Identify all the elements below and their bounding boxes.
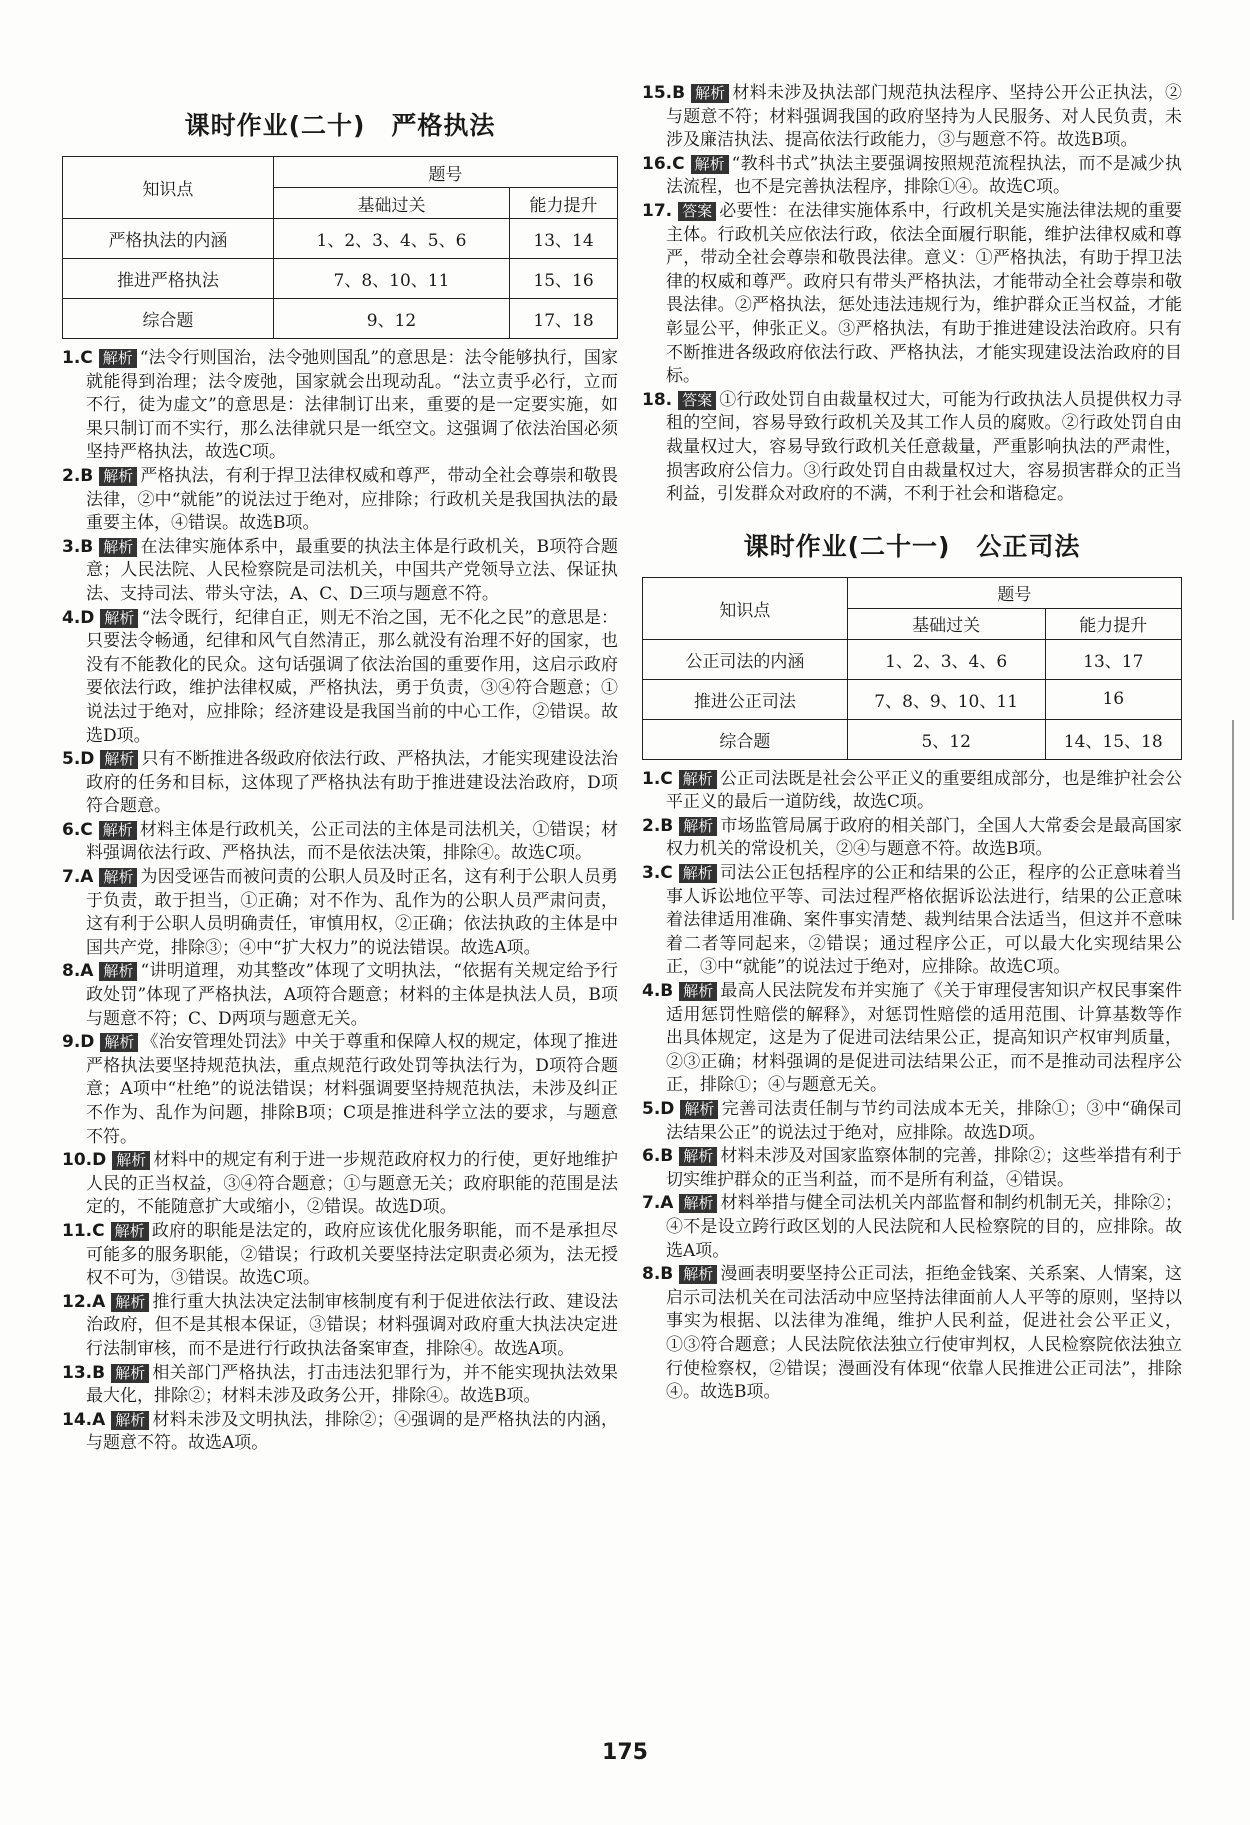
answer-item <box>642 768 1182 815</box>
item-text: 政府的职能是法定的，政府应该优化服务职能，而不是承担尽可能多的服务职能，②错误；行政机关要坚持法定职责必须为，法无授权不可为，③错误。故选C项。 <box>86 1220 618 1289</box>
item-text: “教科书式”执法主要强调按照规范流程执法，而不是减少执法流程，也不是完善执法程序，排除①④。故选C项。 <box>666 153 1182 198</box>
analysis-tag: 解析 <box>111 1364 149 1383</box>
table-cell: 1、2、3、4、5、6 <box>273 219 509 259</box>
table-row <box>643 719 1182 759</box>
item-text: 完善司法责任制与节约司法成本无关，排除①；③中“确保司法结果公正”的说法过于绝对，应排除。故选D项。 <box>666 1099 1182 1143</box>
analysis-tag: 解析 <box>691 155 729 174</box>
analysis-tag: 解析 <box>100 1033 138 1052</box>
item-number: 3. <box>62 536 81 557</box>
item-text: 漫画表明要坚持公正司法，拒绝金钱案、关系案、人情案，这启示司法机关在司法活动中应坚持法律面前人人平等的原则，坚持以事实为根据、以法律为准绳，维护人民利益，促进社会公平正义，①③符合题意；人民法院依法独立行使审判权，人民检察院依法独立行使检察权，②错误；漫画没有体现“依靠人民推进公正司法”，排除④。故选B项。 <box>666 1264 1182 1403</box>
table-header-basic: 基础过关 <box>847 608 1045 639</box>
table-row <box>643 639 1182 679</box>
analysis-tag: 解析 <box>99 538 137 557</box>
item-number: 10. <box>62 1150 93 1171</box>
table-header-kp: 知识点 <box>63 157 274 219</box>
item-text: 在法律实施体系中，最重要的执法主体是行政机关，B项符合题意；人民法院、人民检察院是司法机关，中国共产党领导立法、保证执法、支持司法、带头守法，A、C、D三项与题意不符。 <box>86 536 618 604</box>
item-number: 18. <box>642 389 673 410</box>
item-number: 14. <box>62 1409 93 1430</box>
answer-item <box>62 748 618 819</box>
item-answer: A <box>660 1193 674 1214</box>
item-answer: D <box>80 749 95 770</box>
table-row <box>63 299 618 339</box>
answer-item <box>62 1362 618 1409</box>
answer-item <box>62 1220 618 1291</box>
item-answer: D <box>80 607 95 628</box>
answer-item <box>62 1149 618 1220</box>
item-number: 1. <box>642 768 661 789</box>
answer-item <box>62 960 618 1031</box>
table-cell: 5、12 <box>847 719 1045 759</box>
item-number: 2. <box>642 815 661 836</box>
item-number: 6. <box>642 1146 661 1167</box>
analysis-tag: 解析 <box>100 609 138 628</box>
analysis-tag: 解析 <box>111 1222 149 1241</box>
page-number: 175 <box>602 1740 648 1765</box>
table-header-tihao: 题号 <box>273 157 617 188</box>
analysis-tag: 解析 <box>679 817 717 836</box>
item-text: 材料举措与健全司法机关内部监督和制约机制无关，排除②；④不是设立跨行政区划的人民法院和人民检察院的目的，应排除。故选A项。 <box>666 1193 1182 1261</box>
item-text: ①行政处罚自由裁量权过大，可能为行政执法人员提供权力寻租的空间，容易导致行政机关及其工作人员的腐败。②行政处罚自由裁量权过大，容易导致行政机关任意裁量，严重影响执法的严肃性，损害政府公信力。③行政处罚自由裁量权过大，容易损害群众的正当利益，引发群众对政府的不满，不利于社会和谐稳定。 <box>666 389 1182 505</box>
answer-list <box>642 82 1182 507</box>
table-header-adv: 能力提升 <box>1045 608 1181 639</box>
item-text: 材料未涉及对国家监察体制的完善，排除②；这些举措有利于切实维护群众的正当利益，而不是所有利益，④错误。 <box>666 1146 1182 1190</box>
item-text: 为因受诬告而被问责的公职人员及时正名，这有利于公职人员勇于负责，敢于担当，①正确；对不作为、乱作为的公职人员严肃问责，这有利于公职人员明确责任，审慎用权，②正确；依法执政的主体是中国共产党，排除③；④中“扩大权力”的说法错误。故选A项。 <box>86 867 618 958</box>
item-number: 4. <box>642 981 661 1002</box>
item-answer: A <box>80 867 94 888</box>
item-text: 推行重大执法决定法制审核制度有利于促进依法行政、建设法治政府，但不是其根本保证，③错误；材料强调对政府重大执法决定进行法制审核，而不是进行行政执法备案审查，排除④。故选A项。 <box>86 1291 618 1359</box>
analysis-tag: 解析 <box>679 1194 717 1213</box>
analysis-tag: 解析 <box>99 821 137 840</box>
answer-item <box>62 1291 618 1362</box>
item-number: 11. <box>62 1220 93 1241</box>
item-answer: C <box>80 819 93 840</box>
item-text: 材料未涉及文明执法，排除②；④强调的是严格执法的内涵，与题意不符。故选A项。 <box>86 1409 618 1454</box>
item-answer: B <box>660 815 674 836</box>
item-number: 7. <box>62 867 81 888</box>
answer-item <box>62 347 618 465</box>
analysis-tag: 解析 <box>111 1411 149 1430</box>
answer-item <box>642 389 1182 507</box>
analysis-tag: 解析 <box>99 349 137 368</box>
analysis-tag: 答案 <box>678 202 716 221</box>
item-answer: D <box>92 1150 107 1171</box>
item-answer: C <box>672 153 685 174</box>
item-text: 《治安管理处罚法》中关于尊重和保障人权的规定，体现了推进严格执法要坚持规范执法，重点规范行政处罚等执法行为，D项符合题意；A项中“杜绝”的说法错误；材料强调要坚持规范执法，未涉及纠正不作为、乱作为问题，排除B项；C项是推进科学立法的要求，与题意不符。 <box>86 1032 618 1147</box>
item-text: 材料未涉及执法部门规范执法程序、坚持公开公正执法，②与题意不符；材料强调我国的政府坚持为人民服务、对人民负责，未涉及廉洁执法、提高依法行政能力，③与题意不符。故选B项。 <box>666 83 1182 151</box>
table-cell: 16 <box>1045 679 1181 719</box>
item-number: 8. <box>642 1264 661 1285</box>
item-text: 必要性：在法律实施体系中，行政机关是实施法律法规的重要主体。行政机关应依法行政，依法全面履行职能，维护法律权威和尊严，带动全社会尊崇和敬畏法律。意义：①严格执法，有助于捍卫法律的权威和尊严。政府只有带头严格执法，才能带动全社会尊崇和敬畏法律。②严格执法，惩处违法违规行为，维护群众正当权益，才能彰显公平，伸张正义。③严格执法，有助于推进建设法治政府。只有不断推进各级政府依法行政、严格执法，才能实现建设法治政府的目标。 <box>666 200 1182 387</box>
item-text: 市场监管局属于政府的相关部门，全国人大常委会是最高国家权力机关的常设机关，②④与题意不符。故选B项。 <box>666 815 1182 860</box>
analysis-tag: 解析 <box>679 770 717 789</box>
answer-item <box>642 980 1182 1098</box>
item-answer: B <box>92 1362 106 1383</box>
table-header-basic: 基础过关 <box>273 188 509 219</box>
item-answer: C <box>80 348 93 368</box>
item-answer: C <box>92 1220 105 1241</box>
answer-item <box>62 866 618 960</box>
analysis-tag: 解析 <box>691 84 729 103</box>
item-number: 6. <box>62 819 81 840</box>
answer-item <box>62 819 618 866</box>
item-number: 13. <box>62 1362 93 1383</box>
table-cell: 公正司法的内涵 <box>643 639 848 679</box>
analysis-tag: 解析 <box>679 864 717 883</box>
item-text: 公正司法既是社会公平正义的重要组成部分，也是维护社会公平正义的最后一道防线，故选C项。 <box>666 768 1182 813</box>
answer-item <box>642 153 1182 200</box>
item-answer: A <box>80 961 94 982</box>
table-cell: 1、2、3、4、6 <box>847 639 1045 679</box>
item-text: 司法公正包括程序的公正和结果的公正，程序的公正意味着当事人诉讼地位平等、司法过程严格依据诉讼法进行，结果的公正意味着法律适用准确、案件事实清楚、裁判结果合法适当，但这并不意味着二者等同起来，②错误；通过程序公正，可以最大化实现结果公正，③中“就能”的说法过于绝对，应排除。故选C项。 <box>666 863 1182 978</box>
answer-item <box>642 1263 1182 1405</box>
answer-item <box>62 465 618 536</box>
answer-item <box>642 1192 1182 1263</box>
table-row <box>63 219 618 259</box>
table-cell: 综合题 <box>643 719 848 759</box>
item-number: 12. <box>62 1291 93 1312</box>
item-number: 9. <box>62 1032 81 1053</box>
analysis-tag: 解析 <box>679 982 717 1001</box>
item-number: 2. <box>62 465 81 486</box>
item-number: 17. <box>642 200 673 221</box>
table-row <box>63 259 618 299</box>
item-text: 严格执法，有利于捍卫法律权威和尊严，带动全社会尊崇和敬畏法律，②中“就能”的说法过于绝对，应排除；行政机关是我国执法的最重要主体，④错误。故选B项。 <box>86 465 618 534</box>
knowledge-table <box>62 156 618 339</box>
answer-item <box>62 1031 618 1149</box>
item-number: 16. <box>642 153 673 174</box>
analysis-tag: 解析 <box>679 1147 717 1166</box>
answer-item <box>642 815 1182 862</box>
right-column <box>642 82 1182 1405</box>
analysis-tag: 解析 <box>100 750 138 769</box>
item-answer: B <box>80 536 94 557</box>
analysis-tag: 解析 <box>680 1100 718 1119</box>
item-text: 材料中的规定有利于进一步规范政府权力的行使，更好地维护人民的正当权益，③④符合题意；①与题意无关；政府职能的范围是法定的，不能随意扩大或缩小，②错误。故选D项。 <box>86 1150 618 1218</box>
table-header-tihao: 题号 <box>847 577 1181 608</box>
table-header-kp: 知识点 <box>643 577 848 639</box>
item-answer: A <box>92 1291 106 1312</box>
margin-rule <box>1232 720 1234 920</box>
answer-item <box>642 200 1182 389</box>
table-cell: 13、14 <box>510 219 618 259</box>
table-cell: 7、8、10、11 <box>273 259 509 299</box>
item-number: 5. <box>62 749 81 770</box>
answer-item <box>642 1145 1182 1192</box>
item-text: 最高人民法院发布并实施了《关于审理侵害知识产权民事案件适用惩罚性赔偿的解释》，对惩罚性赔偿的适用范围、计算基数等作出具体规定，这是为了促进司法结果公正，提高知识产权审判质量，②③正确；材料强调的是促进司法结果公正，而不是推动司法程序公正，排除①；④与题意无关。 <box>666 981 1182 1096</box>
item-number: 7. <box>642 1193 661 1214</box>
table-cell: 综合题 <box>63 299 274 339</box>
analysis-tag: 解析 <box>679 1265 717 1284</box>
table-cell: 推进公正司法 <box>643 679 848 719</box>
analysis-tag: 解析 <box>99 868 137 887</box>
answer-list <box>62 347 618 1456</box>
table-cell: 严格执法的内涵 <box>63 219 274 259</box>
table-cell: 14、15、18 <box>1045 719 1181 759</box>
table-cell: 15、16 <box>510 259 618 299</box>
analysis-tag: 答案 <box>678 391 716 410</box>
table-cell: 9、12 <box>273 299 509 339</box>
item-answer: C <box>660 863 673 884</box>
item-number: 3. <box>642 863 661 884</box>
analysis-tag: 解析 <box>99 962 137 981</box>
table-cell: 13、17 <box>1045 639 1181 679</box>
answer-item <box>62 536 618 607</box>
item-text: “讲明道理，劝其整改”体现了文明执法，“依据有关规定给予行政处罚”体现了严格执法，A项符合题意；材料的主体是执法人员，B项与题意不符；C、D两项与题意无关。 <box>86 961 618 1029</box>
answer-item <box>642 1098 1182 1145</box>
section-title: 课时作业(二十) 严格执法 <box>184 111 496 140</box>
item-text: “法令行则国治，法令弛则国乱”的意思是：法令能够执行，国家就能得到治理；法令废弛，国家就会出现动乱。“法立责乎必行，立而不行，徒为虚文”的意思是：法律制订出来，重要的是一定要实施，如果只制订而不实行，那么法律就只是一纸空文。这强调了依法治国必须坚持严格执法，故选C项。 <box>86 348 618 463</box>
table-cell: 17、18 <box>510 299 618 339</box>
item-answer: B <box>660 1146 674 1167</box>
item-answer: B <box>660 981 674 1002</box>
table-header-adv: 能力提升 <box>510 188 618 219</box>
table-cell: 7、8、9、10、11 <box>847 679 1045 719</box>
item-answer: B <box>660 1264 674 1285</box>
item-text: “法令既行，纪律自正，则无不治之国，无不化之民”的意思是：只要法令畅通，纪律和风气自然清正，那么就没有治理不好的国家，也没有不能教化的民众。这句话强调了依法治国的重要作用，这启示政府要依法行政，维护法律权威，严格执法，勇于负责，③④符合题意；①说法过于绝对，应排除；经济建设是我国当前的中心工作，②错误。故选D项。 <box>86 607 618 746</box>
item-answer: D <box>80 1032 95 1053</box>
item-number: 15. <box>642 83 673 103</box>
section-title: 课时作业(二十一) 公正司法 <box>743 531 1081 561</box>
item-number: 5. <box>642 1099 661 1119</box>
table-row <box>643 679 1182 719</box>
item-answer: B <box>672 83 686 103</box>
item-answer: B <box>80 465 94 486</box>
item-number: 1. <box>62 348 81 368</box>
answer-list <box>642 768 1182 1405</box>
item-text: 材料主体是行政机关，公正司法的主体是司法机关，①错误；材料强调依法行政、严格执法，而不是依法决策，排除④。故选C项。 <box>86 819 618 864</box>
analysis-tag: 解析 <box>112 1151 150 1170</box>
item-answer: D <box>660 1099 675 1119</box>
left-column <box>62 82 618 1456</box>
answer-item <box>62 607 618 749</box>
item-number: 4. <box>62 607 81 628</box>
analysis-tag: 解析 <box>99 467 137 486</box>
item-number: 8. <box>62 961 81 982</box>
item-text: 相关部门严格执法，打击违法犯罪行为，并不能实现执法效果最大化，排除②；材料未涉及政务公开，排除④。故选B项。 <box>86 1362 618 1407</box>
answer-item <box>642 82 1182 153</box>
item-answer: A <box>92 1409 106 1430</box>
answer-item <box>62 1409 618 1456</box>
knowledge-table <box>642 577 1182 760</box>
analysis-tag: 解析 <box>111 1293 149 1312</box>
answer-item <box>642 862 1182 980</box>
item-answer: C <box>660 768 673 789</box>
item-text: 只有不断推进各级政府依法行政、严格执法，才能实现建设法治政府的任务和目标，这体现了严格执法有助于推进建设法治政府，D项符合题意。 <box>86 749 618 817</box>
table-cell: 推进严格执法 <box>63 259 274 299</box>
